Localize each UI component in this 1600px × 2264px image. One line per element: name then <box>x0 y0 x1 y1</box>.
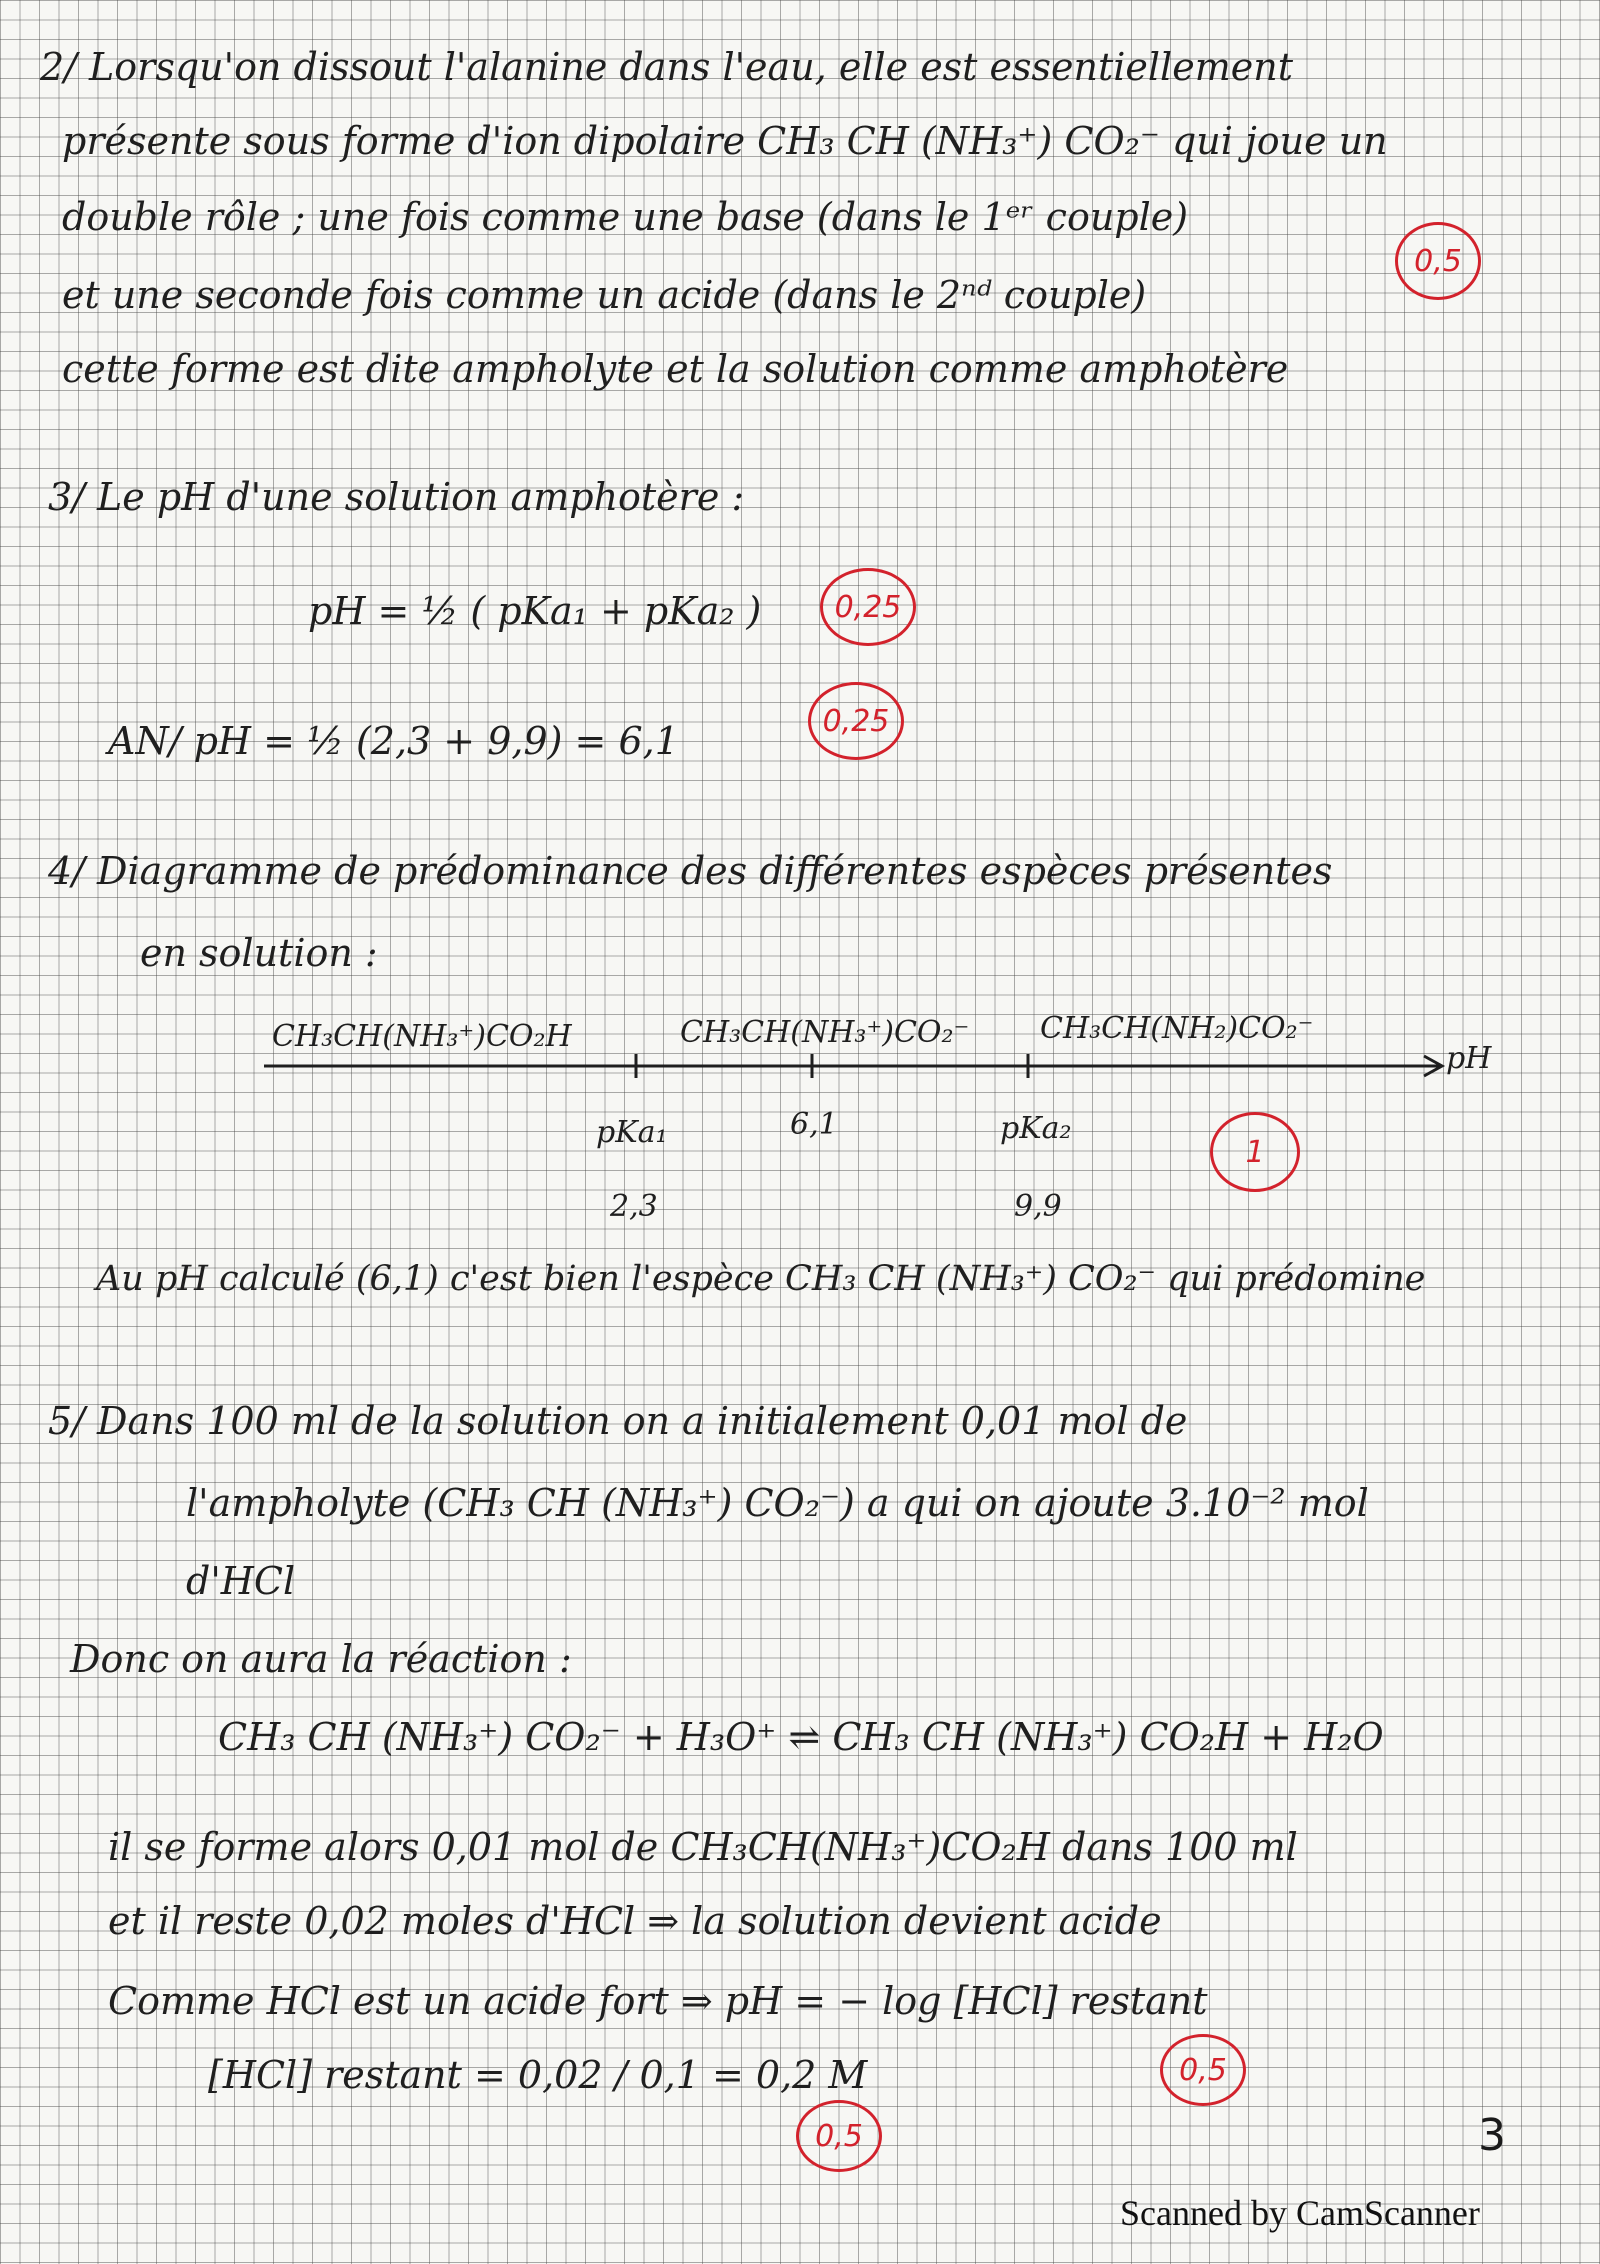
grade-mark-s5-b: 0,5 <box>796 2100 882 2172</box>
grade-mark-s3-formula: 0,25 <box>820 568 916 646</box>
s5-line2: l'ampholyte (CH₃ CH (NH₃⁺) CO₂⁻) a qui on ajoute 3.10⁻² mol <box>186 1481 1369 1525</box>
s3-line1: 3/ Le pH d'une solution amphotère : <box>48 475 745 519</box>
s5-reaction: CH₃ CH (NH₃⁺) CO₂⁻ + H₃O⁺ ⇌ CH₃ CH (NH₃⁺) CO₂H + H₂O <box>218 1715 1384 1759</box>
s5-line6: et il reste 0,02 moles d'HCl ⇒ la solution devient acide <box>108 1899 1162 1943</box>
grade-mark-s2: 0,5 <box>1395 222 1481 300</box>
axis-label-ph: pH <box>1446 1041 1492 1076</box>
pka1-value: 2,3 <box>610 1189 658 1224</box>
grade-mark-s4: 1 <box>1210 1112 1300 1192</box>
pka1-label: pKa₁ <box>596 1115 668 1150</box>
scanner-footer: Scanned by CamScanner <box>1120 2193 1480 2233</box>
s3-formula: pH = ½ ( pKa₁ + pKa₂ ) <box>308 589 762 633</box>
pka2-label: pKa₂ <box>1000 1111 1072 1146</box>
s5-line4: Donc on aura la réaction : <box>70 1637 572 1681</box>
s5-line8: [HCl] restant = 0,02 / 0,1 = 0,2 M <box>208 2053 868 2097</box>
s2-line1: 2/ Lorsqu'on dissout l'alanine dans l'eau, elle est essentiellement <box>40 45 1293 89</box>
species-base-form: CH₃CH(NH₂)CO₂⁻ <box>1040 1011 1314 1046</box>
s5-line5: il se forme alors 0,01 mol de CH₃CH(NH₃⁺)CO₂H dans 100 ml <box>108 1825 1298 1869</box>
s5-line1: 5/ Dans 100 ml de la solution on a initialement 0,01 mol de <box>48 1399 1188 1443</box>
species-zwitterion: CH₃CH(NH₃⁺)CO₂⁻ <box>680 1015 970 1050</box>
s4-line2: en solution : <box>140 931 378 975</box>
s5-line3: d'HCl <box>186 1559 296 1603</box>
s5-line7: Comme HCl est un acide fort ⇒ pH = − log [HCl] restant <box>108 1979 1208 2023</box>
s4-conclusion: Au pH calculé (6,1) c'est bien l'espèce CH₃ CH (NH₃⁺) CO₂⁻ qui prédomine <box>96 1259 1426 1299</box>
page-number: 3 <box>1478 2110 1506 2161</box>
s2-line2: présente sous forme d'ion dipolaire CH₃ CH (NH₃⁺) CO₂⁻ qui joue un <box>62 119 1388 163</box>
species-acid-form: CH₃CH(NH₃⁺)CO₂H <box>272 1019 572 1054</box>
s2-line4: et une seconde fois comme un acide (dans le 2ⁿᵈ couple) <box>62 273 1147 317</box>
s2-line5: cette forme est dite ampholyte et la solution comme amphotère <box>62 347 1289 391</box>
pka2-value: 9,9 <box>1014 1189 1062 1224</box>
mid-value: 6,1 <box>790 1107 838 1142</box>
s2-line3: double rôle ; une fois comme une base (dans le 1ᵉʳ couple) <box>62 195 1189 239</box>
s4-line1: 4/ Diagramme de prédominance des différentes espèces présentes <box>48 849 1333 893</box>
grade-mark-s5-a: 0,5 <box>1160 2034 1246 2106</box>
s3-an: AN/ pH = ½ (2,3 + 9,9) = 6,1 <box>108 719 679 763</box>
grade-mark-s3-an: 0,25 <box>808 682 904 760</box>
